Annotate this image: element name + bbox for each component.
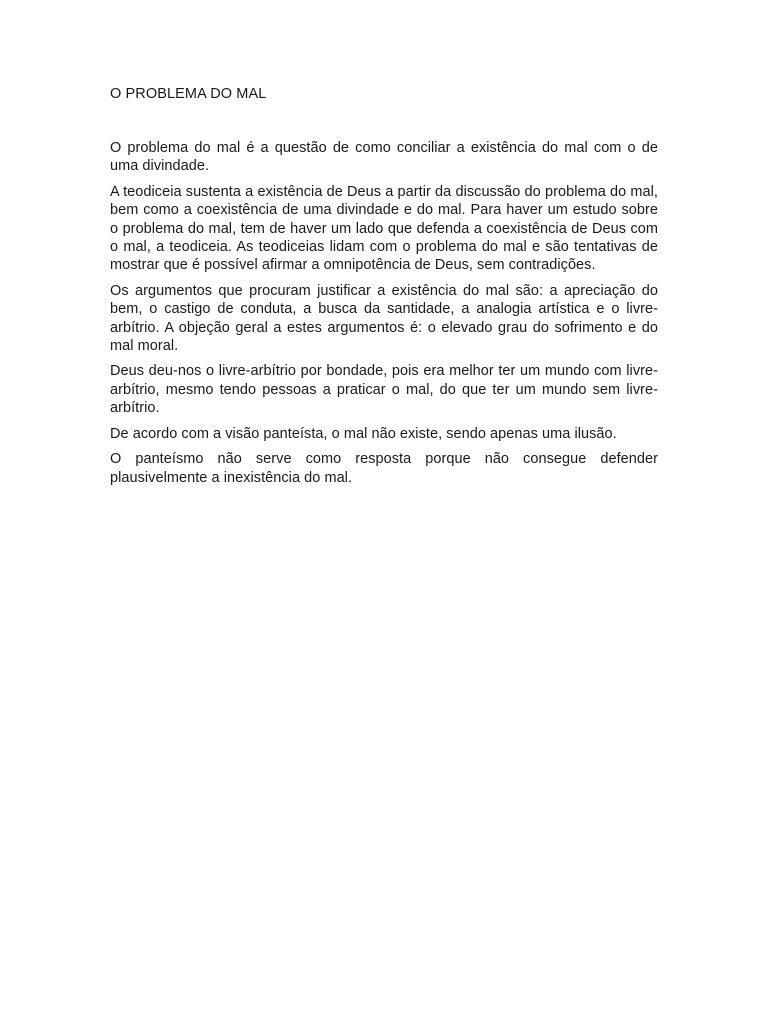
document-title: O PROBLEMA DO MAL [110,86,267,102]
paragraph: De acordo com a visão panteísta, o mal não existe, sendo apenas uma ilusão. [110,425,617,442]
paragraph: Os argumentos que procuram justificar a existência do mal são: a apreciação do bem, o castigo de conduta, a busca da santidade, a analogia artística e o livre-arbítrio. A objeção geral a estes argumentos é: o elevado grau do sofrimento e do mal moral. [110,282,658,355]
document-page [110,86,658,494]
paragraph: Deus deu-nos o livre-arbítrio por bondade, pois era melhor ter um mundo com livre-arbítrio, mesmo tendo pessoas a praticar o mal, do que ter um mundo sem livre-arbítrio. [110,363,658,417]
paragraph: O panteísmo não serve como resposta porque não consegue defender plausivelmente a inexistência do mal. [110,451,658,486]
paragraph: A teodiceia sustenta a existência de Deus a partir da discussão do problema do mal, bem como a coexistência de uma divindade e do mal. Para haver um estudo sobre o problema do mal, tem de haver um lado que defenda a coexistência de Deus com o mal, a teodiceia. As teodiceias lidam com o problema do mal e são tentativas de mostrar que é possível afirmar a omnipotência de Deus, sem contradições. [110,183,658,274]
paragraph: O problema do mal é a questão de como conciliar a existência do mal com o de uma divindade. [110,140,658,175]
